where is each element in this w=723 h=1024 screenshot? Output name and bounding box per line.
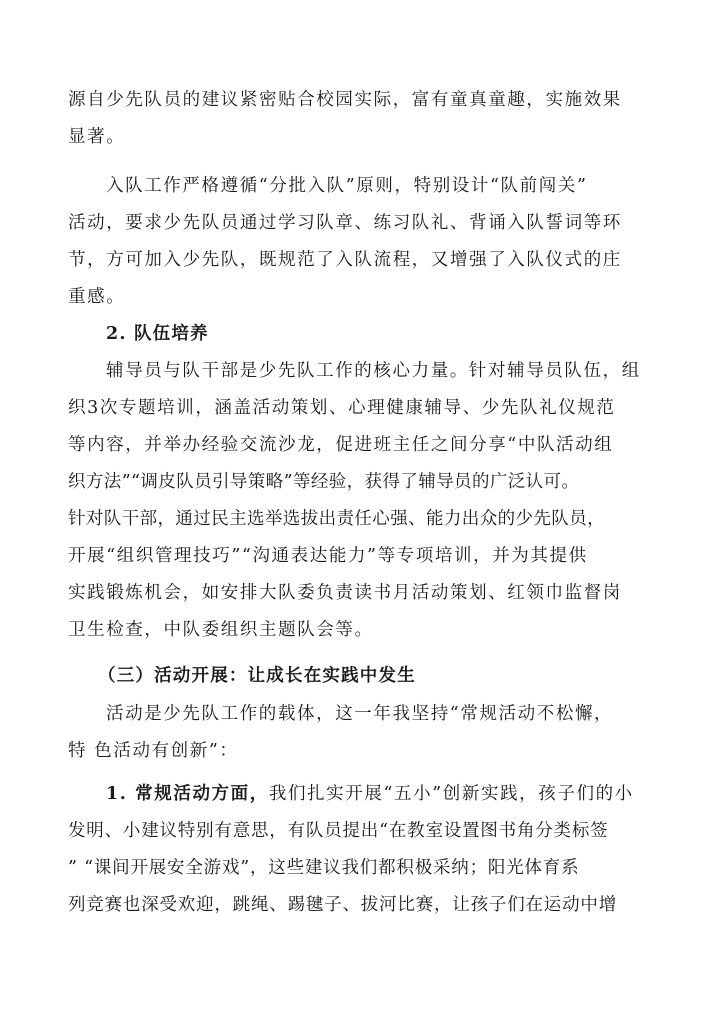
paragraph-line: 等内容，并举办经验交流沙龙，促进班主任之间分享“中队活动组 <box>68 435 614 455</box>
paragraph-line: 列竞赛也深受欢迎，跳绳、踢毽子、拔河比赛，让孩子们在运动中增 <box>68 895 617 915</box>
paragraph-line: 织3次专题培训，涵盖活动策划、心理健康辅导、少先队礼仪规范 <box>68 398 616 418</box>
paragraph-line: 发明、小建议特别有意思，有队员提出“在教室设置图书角分类标签 <box>68 821 609 841</box>
paragraph-line: 活动，要求少先队员通过学习队章、练习队礼、背诵入队誓词等环 <box>68 213 622 233</box>
subheading-label: 1. 常规活动方面， <box>106 784 269 804</box>
paragraph-line: 辅导员与队干部是少先队工作的核心力量。针对辅导员队伍，组 <box>106 361 641 381</box>
paragraph-line: 入队工作严格遵循“分批入队”原则，特别设计“队前闯关” <box>106 176 588 196</box>
section-heading: 2. 队伍培养 <box>106 324 209 344</box>
paragraph-line: 实践锻炼机会，如安排大队委负责读书月活动策划、红领巾监督岗 <box>68 583 622 603</box>
paragraph-line: 源自少先队员的建议紧密贴合校园实际，富有童真童趣，实施效果 <box>68 90 622 110</box>
section-heading: （三）活动开展：让成长在实践中发生 <box>98 666 416 686</box>
paragraph-text: 我们扎实开展“五小”创新实践，孩子们的小 <box>268 784 634 804</box>
paragraph-line: 织方法”“调皮队员引导策略”等经验，获得了辅导员的广泛认可。 <box>68 472 580 492</box>
paragraph-line <box>0 782 723 806</box>
paragraph-line: 开展“组织管理技巧”“沟通表达能力”等专项培训，并为其提供 <box>68 546 588 566</box>
paragraph-line: 显著。 <box>68 127 126 147</box>
paragraph-line: 节，方可加入少先队，既规范了入队流程，又增强了入队仪式的庄 <box>68 250 622 270</box>
paragraph-line: ” “课间开展安全游戏”，这些建议我们都积极采纳；阳光体育系 <box>68 858 580 878</box>
paragraph-line: 特 色活动有创新”： <box>68 741 239 761</box>
paragraph-line: 针对队干部，通过民主选举选拔出责任心强、能力出众的少先队员， <box>68 509 605 529</box>
paragraph-line: 重感。 <box>68 287 126 307</box>
paragraph-line: 活动是少先队工作的载体，这一年我坚持“常规活动不松懈， <box>106 704 614 724</box>
paragraph-line: 卫生检查，中队委组织主题队会等。 <box>68 620 374 640</box>
